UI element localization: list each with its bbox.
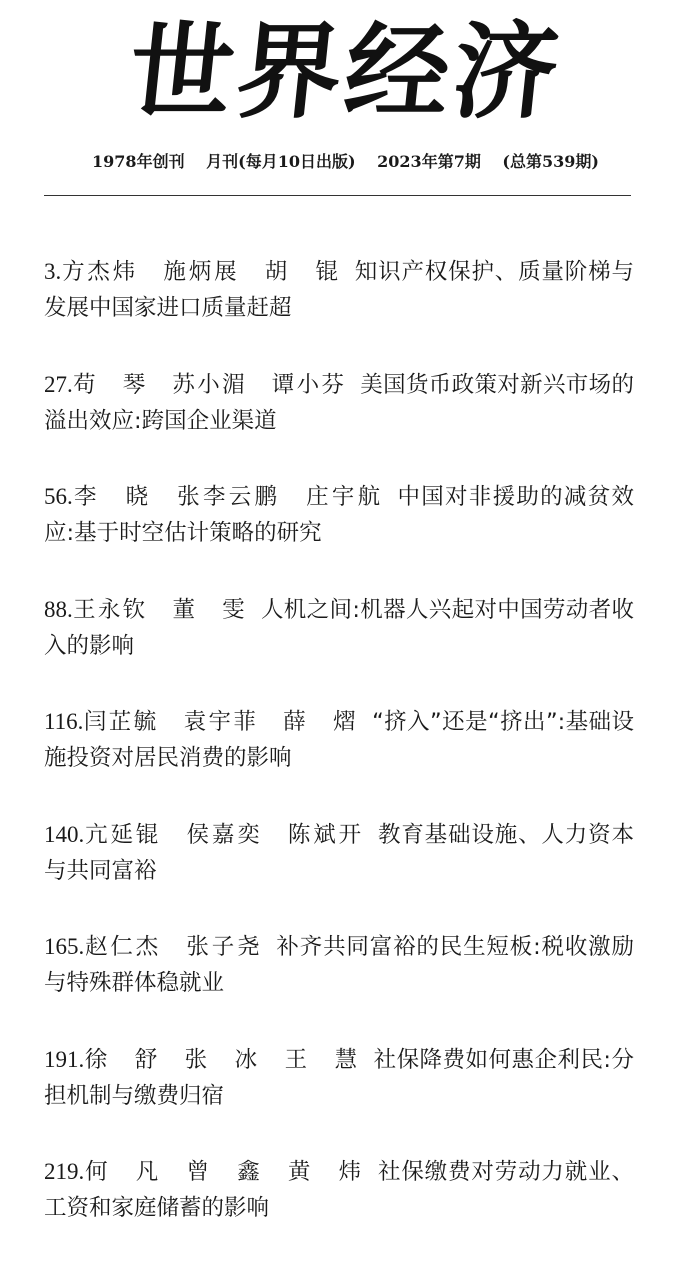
toc-authors: 方杰炜 施炳展 胡 锟 — [61, 259, 341, 285]
toc-authors: 徐 舒 张 冰 王 慧 — [84, 1046, 360, 1073]
publication-info — [0, 150, 691, 174]
toc-entry[interactable] — [44, 1042, 634, 1155]
toc-authors: 何 凡 曾 鑫 黄 炜 — [84, 1159, 364, 1185]
table-of-contents — [44, 254, 634, 1267]
journal-logo: 世界经济 — [123, 10, 569, 133]
toc-title: 人机之间:机器人兴起对中国劳动者收入的影响 — [44, 596, 634, 659]
toc-title: 知识产权保护、质量阶梯与发展中国家进口质量赶超 — [44, 259, 634, 321]
toc-entry[interactable] — [44, 254, 634, 367]
publication-frequency: 月刊(每月10日出版) — [206, 152, 356, 171]
toc-page-number: 27. — [44, 371, 73, 397]
toc-entry[interactable] — [44, 1154, 634, 1267]
toc-page-number: 165. — [44, 934, 85, 959]
toc-entry[interactable] — [44, 592, 634, 705]
toc-authors: 赵仁杰 张子尧 — [84, 934, 263, 960]
toc-title: 中国对非援助的减贫效应:基于时空估计策略的研究 — [44, 484, 634, 546]
toc-authors: 亢延锟 侯嘉奕 陈斌开 — [84, 821, 364, 848]
toc-authors: 李 晓 张李云鹏 庄宇航 — [72, 484, 384, 510]
toc-title: 社保降费如何惠企利民:分担机制与缴费归宿 — [44, 1046, 634, 1109]
toc-page-number: 56. — [44, 484, 73, 509]
toc-entry[interactable] — [44, 929, 634, 1042]
toc-page-number: 191. — [44, 1046, 85, 1072]
issue-number: 2023年第7期 — [377, 152, 481, 171]
toc-title: “挤入”还是“挤出”:基础设施投资对居民消费的影响 — [44, 709, 634, 771]
toc-page-number: 140. — [44, 821, 85, 847]
total-issue-number: (总第539期) — [502, 152, 599, 171]
toc-entry[interactable] — [44, 367, 634, 480]
toc-title: 教育基础设施、人力资本与共同富裕 — [44, 821, 634, 884]
founded-year: 1978年创刊 — [92, 152, 185, 171]
toc-title: 补齐共同富裕的民生短板:税收激励与特殊群体稳就业 — [44, 934, 634, 996]
toc-page-number: 88. — [44, 596, 73, 622]
header-divider — [44, 195, 631, 196]
toc-authors: 王永钦 董 雯 — [72, 596, 247, 623]
toc-authors: 闫芷毓 袁宇菲 薛 熠 — [83, 709, 359, 735]
masthead — [0, 0, 691, 200]
toc-entry[interactable] — [44, 704, 634, 817]
toc-entry[interactable] — [44, 817, 634, 930]
toc-page-number: 116. — [44, 709, 84, 734]
toc-entry[interactable] — [44, 479, 634, 592]
toc-title: 美国货币政策对新兴市场的溢出效应:跨国企业渠道 — [44, 371, 634, 434]
toc-page-number: 3. — [44, 259, 62, 284]
toc-authors: 苟 琴 苏小湄 谭小芬 — [72, 371, 347, 398]
toc-title: 社保缴费对劳动力就业、工资和家庭储蓄的影响 — [44, 1159, 634, 1221]
toc-page-number: 219. — [44, 1159, 85, 1184]
